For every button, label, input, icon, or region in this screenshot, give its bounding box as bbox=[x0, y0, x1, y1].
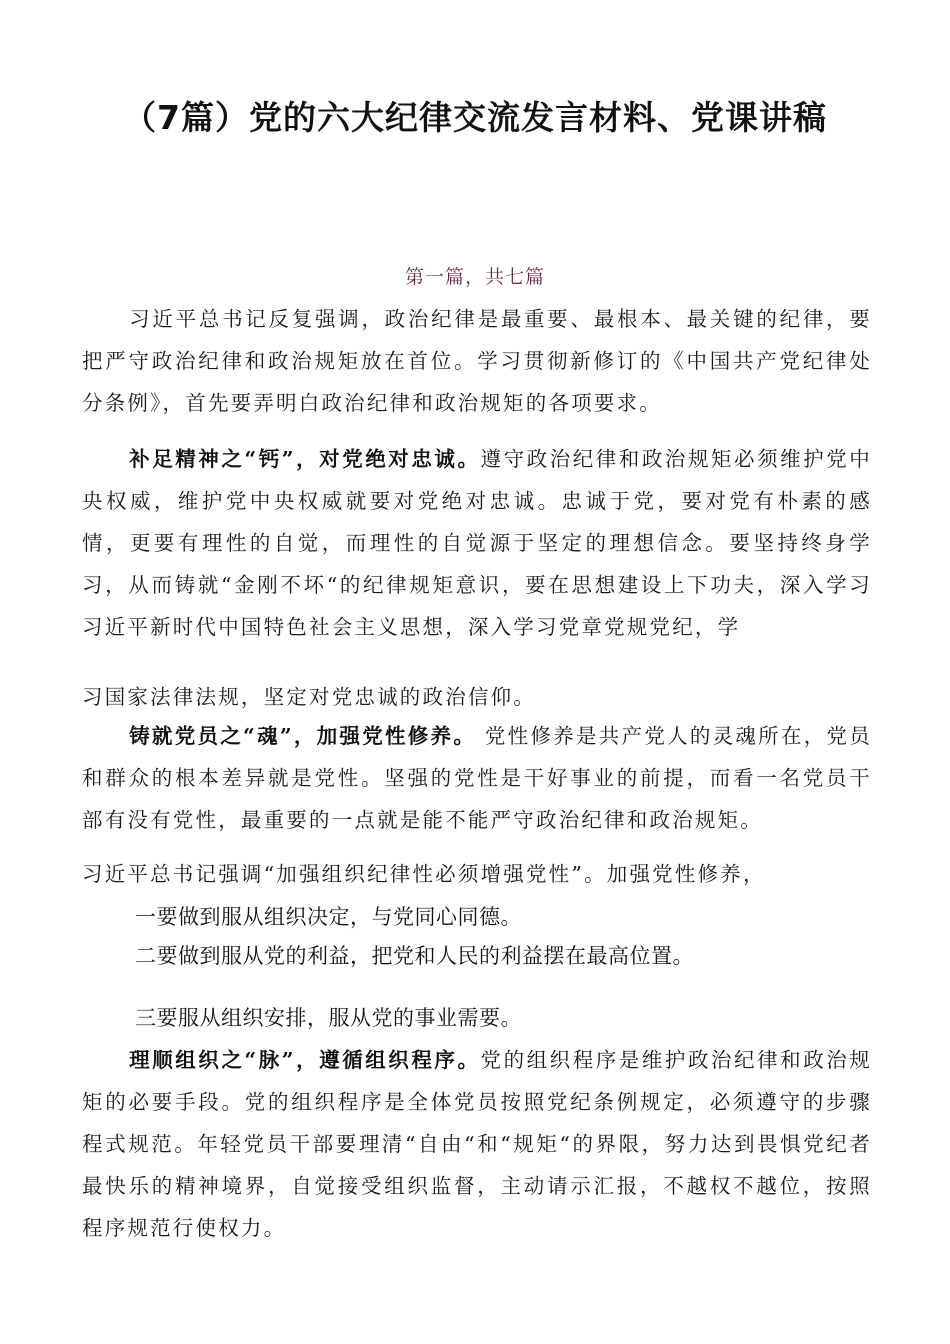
paragraph-1 bbox=[82, 298, 872, 424]
paragraph-2-tail: 习国家法律法规，坚定对党忠诚的政治信仰。 bbox=[82, 685, 536, 709]
paragraph-4 bbox=[82, 1039, 872, 1249]
paragraph-1-text: 习近平总书记反复强调，政治纪律是最重要、最根本、最关键的纪律，要把严守政治纪律和政治规矩放在首位。学习贯彻新修订的《中国共产党纪律处分条例》，首先要弄明白政治纪律和政治规矩的各项要求。 bbox=[82, 307, 872, 415]
paragraph-3-text: 党性修养是共产党人的灵魂所在，党员和群众的根本差异就是党性。坚强的党性是干好事业的前提，而看一名党员干部有没有党性，最重要的一点就是能不能严守政治纪律和政治规矩。 bbox=[82, 724, 872, 832]
point-1: 一要做到服从组织决定，与党同心同德。 bbox=[135, 905, 522, 929]
paragraph-4-text: 党的组织程序是维护政治纪律和政治规矩的必要手段。党的组织程序是全体党员按照党纪条例规定，必须遵守的步骤程式规范。年轻党员干部要理清“自由“和“规矩“的界限，努力达到畏惧党纪者最快乐的精神境界，自觉接受组织监督，主动请示汇报，不越权不越位，按照程序规范行使权力。 bbox=[82, 1048, 872, 1240]
paragraph-2 bbox=[82, 438, 872, 648]
point-3: 三要服从组织安排，服从党的事业需要。 bbox=[135, 1006, 522, 1030]
paragraph-3-tail: 习近平总书记强调“加强组织纪律性必须增强党性”。加强党性修养， bbox=[82, 862, 766, 886]
document-title: （7篇）党的六大纪律交流发言材料、党课讲稿 bbox=[123, 98, 827, 137]
paragraph-2-heading: 补足精神之“钙”，对党绝对忠诚。 bbox=[129, 447, 481, 471]
paragraph-3-heading: 铸就党员之“魂”，加强党性修养。 bbox=[129, 724, 477, 748]
point-2: 二要做到服从党的利益，把党和人民的利益摆在最高位置。 bbox=[135, 944, 694, 968]
paragraph-2-text: 遵守政治纪律和政治规矩必须维护党中央权威，维护党中央权威就要对党绝对忠诚。忠诚于党，要对党有朴素的感情，更要有理性的自觉，而理性的自觉源于坚定的理想信念。要坚持终身学习，从而铸就“金刚不坏“的纪律规矩意识，要在思想建设上下功夫，深入学习习近平新时代中国特色社会主义思想，深入学习党章党规党纪，学 bbox=[82, 447, 872, 639]
paragraph-4-heading: 理顺组织之“脉”，遵循组织程序。 bbox=[129, 1048, 481, 1072]
section-label: 第一篇，共七篇 bbox=[404, 266, 545, 288]
paragraph-3 bbox=[82, 715, 872, 841]
